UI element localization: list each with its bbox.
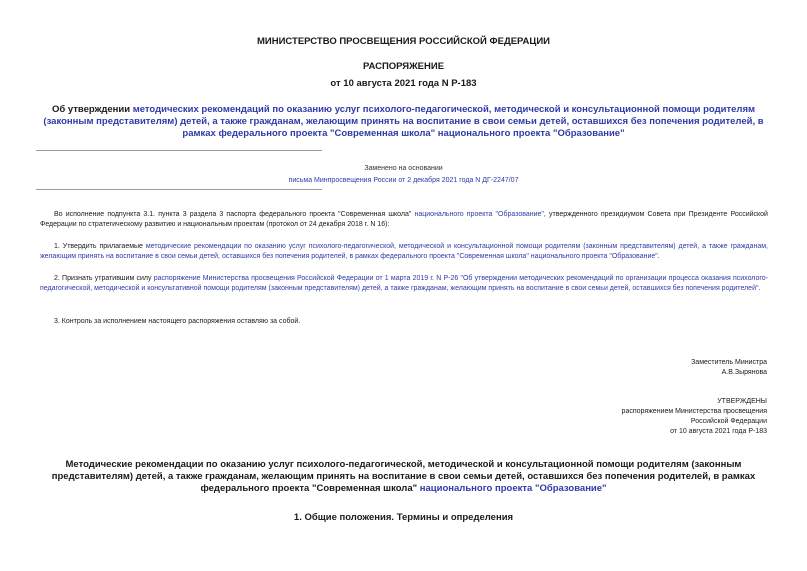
preamble-paragraph [40, 210, 768, 230]
signature-name: А.В.Зырянова [721, 369, 767, 376]
paragraph-1 [40, 242, 768, 262]
order-kind-heading: РАСПОРЯЖЕНИЕ [362, 61, 445, 72]
document-title [40, 104, 767, 140]
approval-line-1: УТВЕРЖДЕНЫ [717, 398, 767, 405]
repealed-order-link[interactable]: распоряжение Министерства просвещения Российской Федерации от 1 марта 2019 г. N Р-26 "Об утверждении методических рекомендаций по организации процесса оказания психолого-педагогической, методической и консультативной помощи родителям (законным представителям) детей, а также гражданам, желающим принять на воспитание в свои семьи детей, оставшихся без попечения родителей" [40, 275, 768, 292]
replacement-note: Заменено на основании [364, 165, 443, 172]
section-1-heading: 1. Общие положения. Термины и определения [293, 512, 514, 523]
approval-line-3: Российской Федерации [690, 418, 767, 425]
p2-text-a: 1. Утвердить прилагаемые [54, 243, 146, 250]
p2-text-b: . [657, 253, 660, 260]
ministry-heading: МИНИСТЕРСТВО ПРОСВЕЩЕНИЯ РОССИЙСКОЙ ФЕДЕРАЦИИ [256, 36, 551, 47]
p3-text-b: . [758, 285, 761, 292]
signature-block [691, 358, 767, 378]
title-link[interactable]: методических рекомендаций по оказанию услуг психолого-педагогической, методической и консультационной помощи родителям (законным представителям) детей, а также гражданам, желающим принять на воспитание в свои семьи детей, оставшихся без попечения родителей, в рамках федерального проекта "Современная школа" национального проекта "Образование" [43, 104, 764, 139]
paragraph-2 [40, 274, 768, 294]
signature-position: Заместитель Министра [691, 359, 767, 366]
national-project-link[interactable]: национального проекта "Образование" [414, 211, 544, 218]
replacement-note-link-line [0, 177, 807, 184]
p1-text-b: , утвержденного президиумом Совета при Президенте Российской Федерации по стратегическому развитию и национальным проектам (протокол от 24 декабря 2018 г. N 16): [40, 211, 768, 228]
approval-line-2: распоряжением Министерства просвещения [621, 408, 767, 415]
title-prefix: Об утверждении [51, 104, 133, 115]
approval-line-4: от 10 августа 2021 года Р-183 [670, 428, 767, 435]
appendix-national-project-link[interactable]: национального проекта "Образование" [419, 483, 607, 494]
p1-text-a: Во исполнение подпункта 3.1. пункта 3 раздела 3 паспорта федерального проекта "Современная школа" [54, 211, 415, 218]
paragraph-3: 3. Контроль за исполнением настоящего распоряжения оставляю за собой. [54, 318, 301, 325]
appendix-title [40, 459, 767, 495]
order-date-heading: от 10 августа 2021 года N Р-183 [330, 78, 477, 89]
replacement-letter-link[interactable]: письма Минпросвещения России от 2 декабря 2021 года N ДГ-2247/07 [288, 177, 519, 184]
appendix-title-text: Методические рекомендации по оказанию услуг психолого-педагогической, методической и консультационной помощи родителям (законным представителям) детей, а также гражданам, желающим принять на воспитание в свои семьи детей, оставшихся без попечения родителей, в рамках федерального проекта "Современная школа" [51, 459, 756, 494]
recommendations-link[interactable]: методические рекомендации по оказанию услуг психолого-педагогической, методической и консультационной помощи родителям (законным представителям) детей, а также гражданам, желающим принять на воспитание в свои семьи детей, оставшихся без попечения родителей, в рамках федерального проекта "Современная школа" национального проекта "Образование" [40, 243, 769, 260]
divider-top [36, 150, 322, 151]
divider-bottom [36, 189, 322, 190]
approval-block [622, 397, 767, 437]
p3-text-a: 2. Признать утратившим силу [54, 275, 154, 282]
